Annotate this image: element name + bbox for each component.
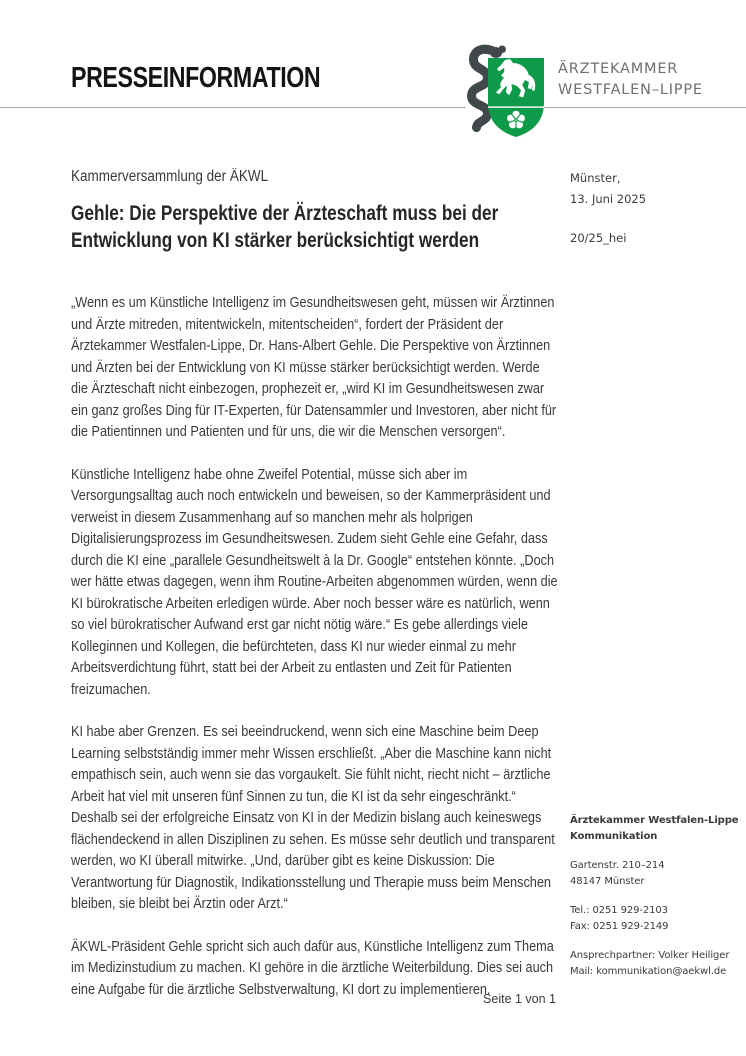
page-indicator: Seite 1 von 1: [483, 992, 556, 1006]
contact-city: 48147 Münster: [570, 876, 645, 887]
dateline-date: 13. Juni 2025: [570, 192, 647, 206]
contact-block: [570, 813, 746, 980]
contact-person: Ansprechpartner: Volker Heiliger: [570, 950, 730, 961]
contact-street: Gartenstr. 210–214: [570, 860, 665, 871]
brand-wordmark-line1: ÄRZTEKAMMER: [558, 61, 679, 77]
article-kicker: Kammerversammlung der ÄKWL: [71, 168, 269, 185]
contact-mail: Mail: kommunikation@aekwl.de: [570, 966, 727, 977]
contact-org: Ärztekammer Westfalen-Lippe: [570, 815, 739, 826]
header-rule: [0, 107, 746, 108]
reference-number: 20/25_hei: [570, 231, 627, 245]
brand-wordmark: [558, 59, 703, 101]
aekwl-shield-logo-icon: [466, 44, 544, 138]
dateline: [570, 168, 740, 249]
body-paragraph: ÄKWL-Präsident Gehle spricht sich auch dafür aus, Künstliche Intelligenz zum Thema im Medizinstudium zu machen. KI gehöre in die ärztliche Weiterbildung. Dies sei auch eine Aufgabe für die ärztliche Selbstverwaltung, KI dort zu implementieren.: [71, 937, 554, 998]
body-paragraph: „Wenn es um Künstliche Intelligenz im Gesundheitswesen geht, müssen wir Ärztinnen und Ärzte mitreden, mitentwickeln, mitentscheiden“, fordert der Präsident der Ärztekammer Westfalen-Lippe, Dr. Hans-Albert Gehle. Die Perspektive von Ärztinnen und Ärzten bei der Entwicklung von KI müsse stärker berücksichtigt werden. Werde die Ärzteschaft nicht einbezogen, prophezeit er, „wird KI im Gesundheitswesen zwar ein ganz großes Ding für IT-Experten, für Datensammler und Investoren, aber nicht für die Patientinnen und Patienten und für uns, die wir die Menschen versorgen“.: [71, 294, 557, 440]
masthead-title: PRESSEINFORMATION: [71, 62, 321, 94]
dateline-city: Münster,: [570, 171, 621, 185]
brand-wordmark-line2: WESTFALEN–LIPPE: [558, 82, 703, 98]
body-paragraph: KI habe aber Grenzen. Es sei beeindruckend, wenn sich eine Maschine beim Deep Learning selbstständig immer mehr Wissen erschließt. „Aber die Maschine kann nicht empathisch sein, auch wenn sie das vorgaukelt. Sie fühlt nicht, riecht nicht – ärztliche Arbeit hat viel mit unseren fünf Sinnen zu tun, die KI ist da sehr eingeschränkt.“ Deshalb sei der erfolgreiche Einsatz von KI in der Medizin bislang auch keineswegs flächendeckend in allen Disziplinen zu sehen. Es müsse sehr deutlich und transparent werden, wo KI überall mitwirke. „Und, darüber gibt es keine Diskussion: Die Verantwortung für Diagnostik, Indikationsstellung und Therapie muss beim Menschen bleiben, sie bleibt bei Ärztin oder Arzt.“: [71, 723, 555, 912]
contact-dept: Kommunikation: [570, 831, 658, 842]
article-body: [71, 292, 558, 1021]
body-paragraph: Künstliche Intelligenz habe ohne Zweifel Potential, müsse sich aber im Versorgungsalltag auch noch entwickeln und beweisen, so der Kammerpräsident und verweist in diesem Zusammenhang auf so manchen mehr als holprigen Digitalisierungsprozess im Gesundheitswesen. Zudem sieht Gehle eine Gefahr, dass durch die KI eine „parallele Gesundheitswelt à la Dr. Google“ entstehen könnte. „Doch wer hätte etwas dagegen, wenn ihm Routine-Arbeiten abgenommen würden, wenn die KI bürokratische Arbeiten erledigen würde. Aber noch besser wäre es natürlich, wenn so viel bürokratischer Aufwand erst gar nicht nötig wäre.“ Es gebe allerdings viele Kolleginnen und Kollegen, die befürchteten, dass KI nur wieder einmal zu mehr Arbeitsverdichtung führt, statt bei der Arbeit zu entlasten und Zeit für Patienten freizumachen.: [71, 465, 558, 698]
contact-tel: Tel.: 0251 929-2103: [570, 905, 668, 916]
article-headline: Gehle: Die Perspektive der Ärzteschaft muss bei der Entwicklung von KI stärker berücksichtigt werden: [71, 201, 499, 252]
contact-fax: Fax: 0251 929-2149: [570, 921, 669, 932]
